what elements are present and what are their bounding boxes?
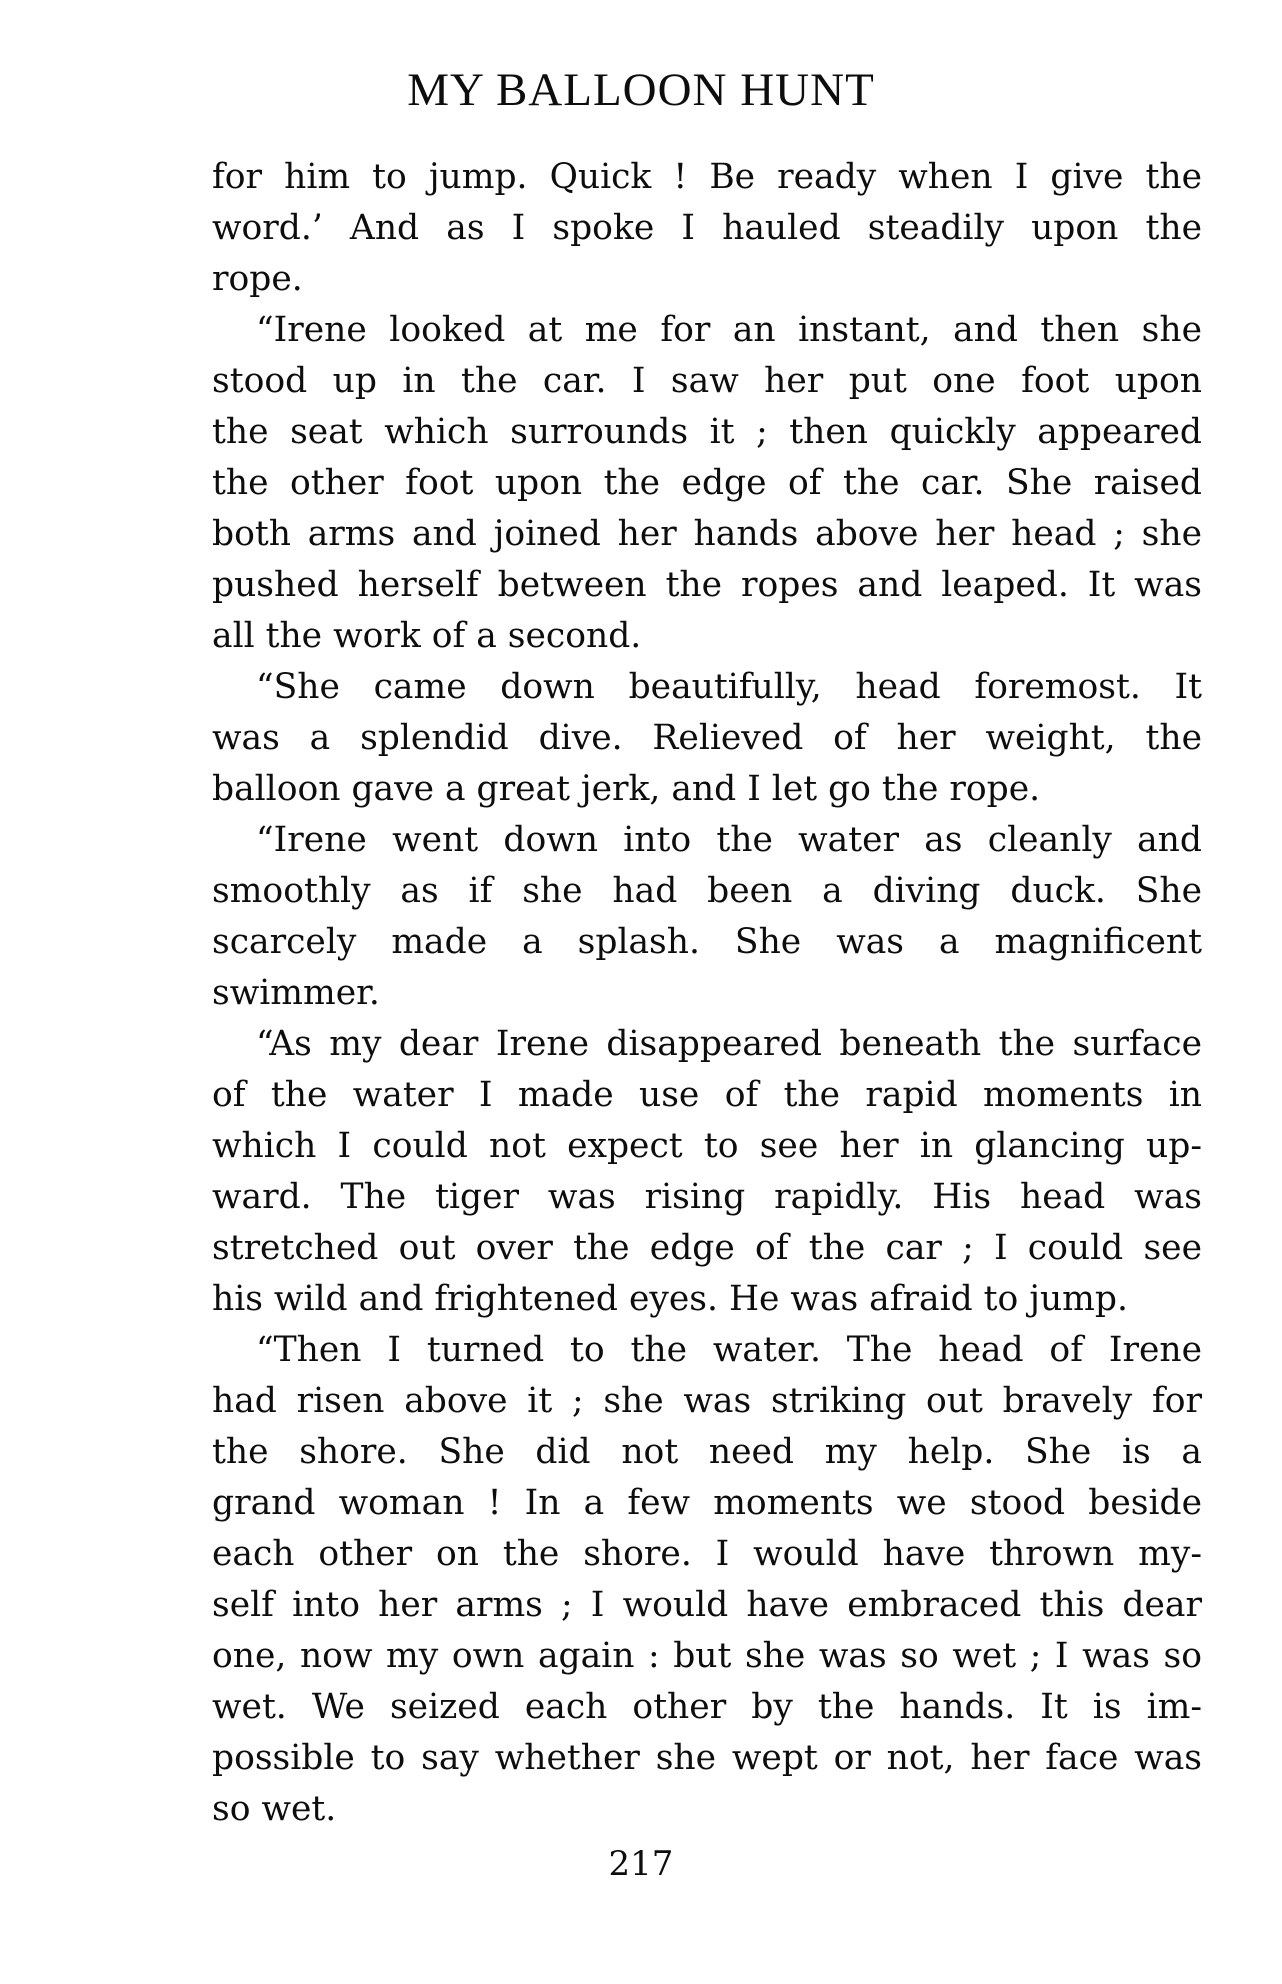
text-line: possible to say whether she wept or not, her face was <box>212 1738 1202 1778</box>
text-line: the seat which surrounds it ; then quickly appeared <box>212 412 1202 452</box>
text-line: swimmer. <box>212 973 380 1013</box>
text-line: “Then I turned to the water. The head of Irene <box>256 1330 1202 1370</box>
body-text <box>212 152 1202 1835</box>
text-line: scarcely made a splash. She was a magnificent <box>212 922 1202 962</box>
text-line: his wild and frightened eyes. He was afraid to jump. <box>212 1279 1128 1319</box>
text-line: both arms and joined her hands above her head ; she <box>212 514 1202 554</box>
text-line: had risen above it ; she was striking out bravely for <box>212 1381 1202 1421</box>
text-line: for him to jump. Quick ! Be ready when I give the <box>212 157 1202 197</box>
running-head: MY BALLOON HUNT <box>407 64 875 116</box>
text-line: of the water I made use of the rapid moments in <box>212 1075 1202 1115</box>
text-line: so wet. <box>212 1789 337 1829</box>
text-line: ward. The tiger was rising rapidly. His head was <box>212 1177 1202 1217</box>
page-number: 217 <box>608 1844 674 1884</box>
text-line: self into her arms ; I would have embraced this dear <box>212 1585 1202 1625</box>
text-line: rope. <box>212 259 303 299</box>
text-line: pushed herself between the ropes and leaped. It was <box>212 565 1202 605</box>
text-line: all the work of a second. <box>212 616 642 656</box>
text-line: the shore. She did not need my help. She is a <box>212 1432 1202 1472</box>
text-line: “Irene looked at me for an instant, and then she <box>256 310 1202 350</box>
text-line: smoothly as if she had been a diving duck. She <box>212 871 1202 911</box>
text-line: stood up in the car. I saw her put one foot upon <box>212 361 1202 401</box>
text-line: each other on the shore. I would have thrown my- <box>212 1534 1202 1574</box>
text-line: “She came down beautifully, head foremost. It <box>256 667 1202 707</box>
text-line: grand woman ! In a few moments we stood beside <box>212 1483 1202 1523</box>
text-line: one, now my own again : but she was so wet ; I was so <box>212 1636 1202 1676</box>
text-line: wet. We seized each other by the hands. It is im- <box>212 1687 1202 1727</box>
text-line: word.’ And as I spoke I hauled steadily upon the <box>212 208 1202 248</box>
text-line: was a splendid dive. Relieved of her weight, the <box>212 718 1202 758</box>
text-line: “Irene went down into the water as cleanly and <box>256 820 1202 860</box>
text-line: “As my dear Irene disappeared beneath the surface <box>256 1024 1202 1064</box>
text-line: stretched out over the edge of the car ; I could see <box>212 1228 1202 1268</box>
text-line: balloon gave a great jerk, and I let go the rope. <box>212 769 1041 809</box>
text-line: the other foot upon the edge of the car. She raised <box>212 463 1202 503</box>
text-line: which I could not expect to see her in glancing up- <box>212 1126 1202 1166</box>
